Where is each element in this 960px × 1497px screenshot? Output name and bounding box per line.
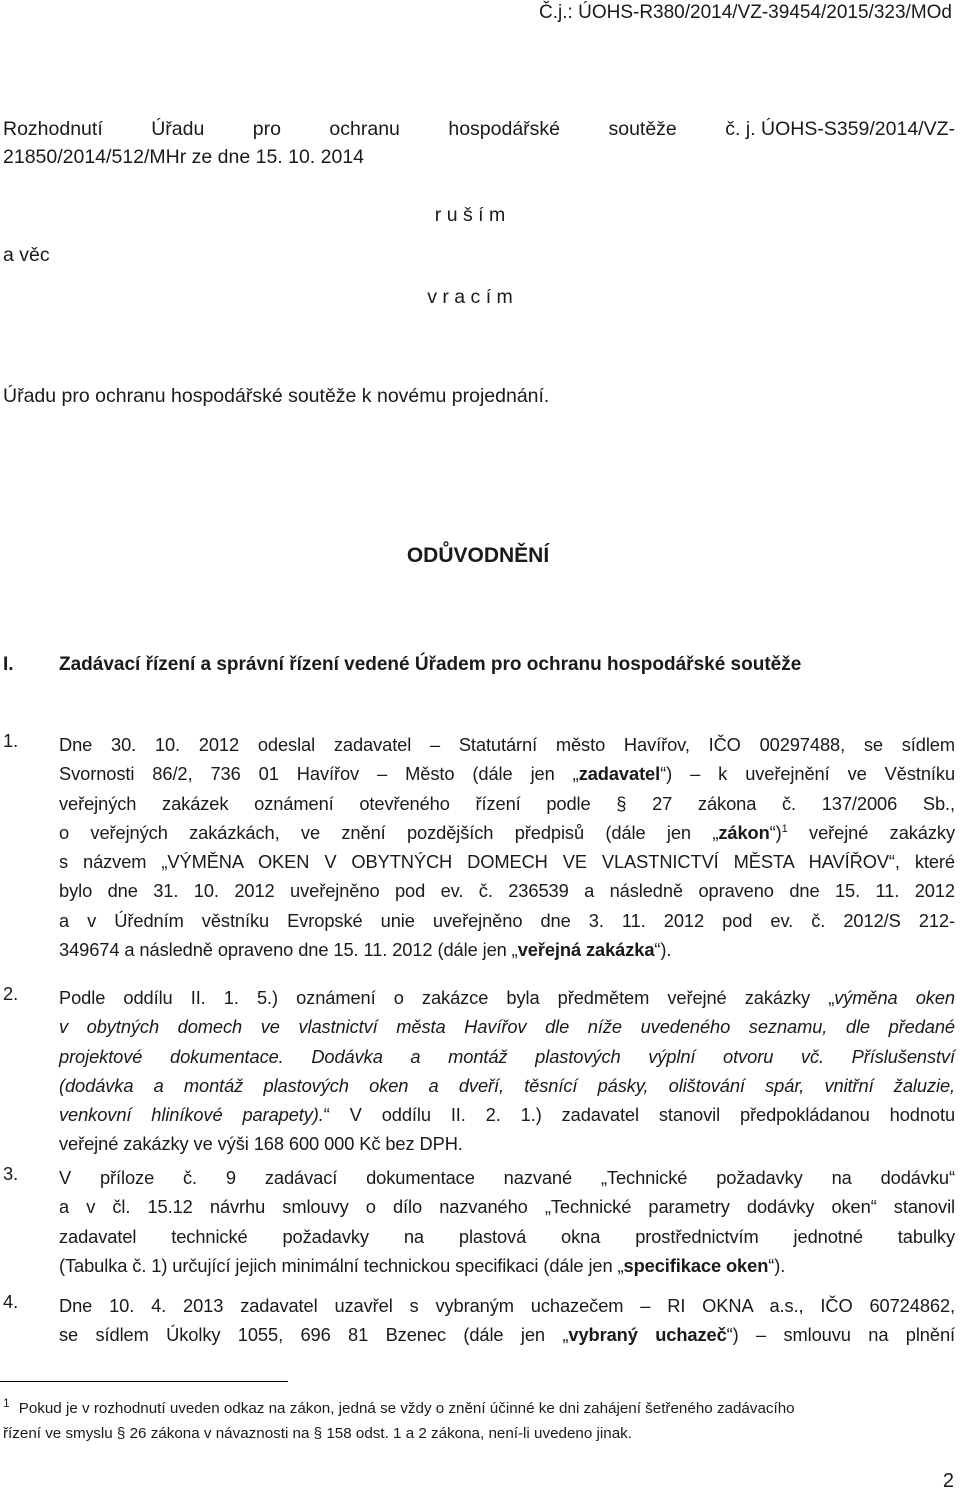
text-line: 349674 a následně opraveno dne 15. 11. 2012 (dále jen „veřejná zakázka“). bbox=[59, 939, 672, 961]
document-reference: Č.j.: ÚOHS-R380/2014/VZ-39454/2015/323/MOd bbox=[539, 2, 952, 23]
paragraph-1 bbox=[59, 730, 955, 964]
intro-word: Úřadu bbox=[151, 118, 205, 140]
paragraph-number: 1. bbox=[3, 730, 19, 751]
footnote bbox=[3, 1396, 953, 1446]
text-line: Dne 10. 4. 2013 zadavatel uzavřel s vybraným uchazečem – RI OKNA a.s., IČO 60724862, bbox=[59, 1295, 955, 1316]
intro-word: ochranu bbox=[329, 118, 400, 140]
text-line: zadavatel technické požadavky na plastová okna prostřednictvím jednotné tabulky bbox=[59, 1225, 955, 1247]
text-line: venkovní hliníkové parapety).“ V oddílu II. 2. 1.) zadavatel stanovil předpokládanou hodnotu bbox=[59, 1104, 956, 1126]
text-line: (dodávka a montáž plastových oken a dveří, těsnící pásky, olištování spár, vnitřní žaluzie, bbox=[59, 1074, 955, 1096]
paragraph-3 bbox=[59, 1163, 955, 1280]
text-line: projektové dokumentace. Dodávka a montáž plastových výplní otvoru vč. Příslušenství bbox=[59, 1045, 955, 1067]
text-line: bylo dne 31. 10. 2012 uveřejněno pod ev. č. 236539 a následně opraveno dne 15. 11. 2012 bbox=[59, 880, 955, 902]
ruling-vracim: v r a c í m bbox=[427, 286, 513, 308]
text-line: v obytných domech ve vlastnictví města Havířov dle níže uvedeného seznamu, dle předané bbox=[59, 1016, 955, 1038]
intro-line-2: 21850/2014/512/MHr ze dne 15. 10. 2014 bbox=[3, 146, 365, 168]
text-line: V příloze č. 9 zadávací dokumentace nazvané „Technické požadavky na dodávku“ bbox=[59, 1167, 955, 1188]
ruling-rusim: r u š í m bbox=[434, 204, 506, 226]
intro-word: Rozhodnutí bbox=[3, 118, 103, 140]
defined-term: vybraný uchazeč bbox=[568, 1324, 727, 1346]
section-heading: Zadávací řízení a správní řízení vedené Úřadem pro ochranu hospodářské soutěže bbox=[59, 654, 802, 675]
text-line: Svornosti 86/2, 736 01 Havířov – Město (dále jen „zadavatel“) – k uveřejnění ve Věstníku bbox=[59, 763, 956, 785]
text-line: (Tabulka č. 1) určující jejich minimální technickou specifikaci (dále jen „specifikace oken“). bbox=[59, 1254, 786, 1276]
defined-term: specifikace oken bbox=[623, 1254, 769, 1276]
intro-word: pro bbox=[252, 118, 281, 140]
footnote-line: $^1$ Pokud je v rozhodnutí uveden odkaz na zákon, jedná se vždy o znění účinné ke dni zahájení šetřeného zadávacího bbox=[3, 1395, 795, 1417]
paragraph-2 bbox=[59, 983, 955, 1159]
page-title: ODŮVODNĚNÍ bbox=[406, 544, 550, 567]
defined-term: veřejná zakázka bbox=[517, 939, 655, 961]
text-line: Podle oddílu II. 1. 5.) oznámení o zakázce byla předmětem veřejné zakázky „výměna oken bbox=[59, 987, 955, 1008]
footnote-divider bbox=[0, 1381, 288, 1382]
defined-term: zadavatel bbox=[578, 763, 661, 785]
text-line: se sídlem Úkolky 1055, 696 81 Bzenec (dále jen „vybraný uchazeč“) – smlouvu na plnění bbox=[59, 1324, 955, 1346]
section-number: I. bbox=[3, 654, 14, 675]
text-line: o veřejných zakázkách, ve znění pozdějších předpisů (dále jen „zákon“)$^1$ veřejné zakázky bbox=[59, 821, 955, 843]
intro-closing: Úřadu pro ochranu hospodářské soutěže k novému projednání. bbox=[3, 385, 550, 407]
footnote-mark: 1 bbox=[3, 1395, 10, 1410]
page-number: 2 bbox=[942, 1470, 954, 1492]
defined-term: zákon bbox=[718, 821, 770, 843]
text-line: a v Úředním věstníku Evropské unie uveřejněno dne 3. 11. 2012 pod ev. č. 2012/S 212- bbox=[59, 909, 955, 931]
paragraph-4 bbox=[59, 1291, 955, 1350]
text-line: Dne 30. 10. 2012 odeslal zadavatel – Statutární město Havířov, IČO 00297488, se sídlem bbox=[59, 734, 955, 755]
text-line: a v čl. 15.12 návrhu smlouvy o dílo nazvaného „Technické parametry dodávky oken“ stanovil bbox=[59, 1196, 955, 1218]
intro-line-1 bbox=[3, 118, 955, 141]
text-line: veřejných zakázek oznámení otevřeného řízení podle § 27 zákona č. 137/2006 Sb., bbox=[59, 792, 955, 814]
text-line: s názvem „VÝMĚNA OKEN V OBYTNÝCH DOMECH VE VLASTNICTVÍ MĚSTA HAVÍŘOV“, které bbox=[59, 851, 955, 873]
text-line: veřejné zakázky ve výši 168 600 000 Kč bez DPH. bbox=[59, 1133, 463, 1155]
intro-word: hospodářské bbox=[448, 118, 561, 140]
footnote-line: řízení ve smyslu § 26 zákona v návaznosti na § 158 odst. 1 a 2 zákona, není-li uvedeno jinak. bbox=[3, 1425, 632, 1442]
intro-word: č. j. ÚOHS-S359/2014/VZ- bbox=[725, 118, 955, 140]
footnote-ref: 1 bbox=[781, 822, 788, 835]
paragraph-number: 4. bbox=[3, 1291, 19, 1312]
paragraph-number: 3. bbox=[3, 1163, 19, 1184]
intro-a-vec: a věc bbox=[3, 244, 50, 266]
intro-word: soutěže bbox=[608, 118, 677, 140]
paragraph-number: 2. bbox=[3, 983, 19, 1004]
